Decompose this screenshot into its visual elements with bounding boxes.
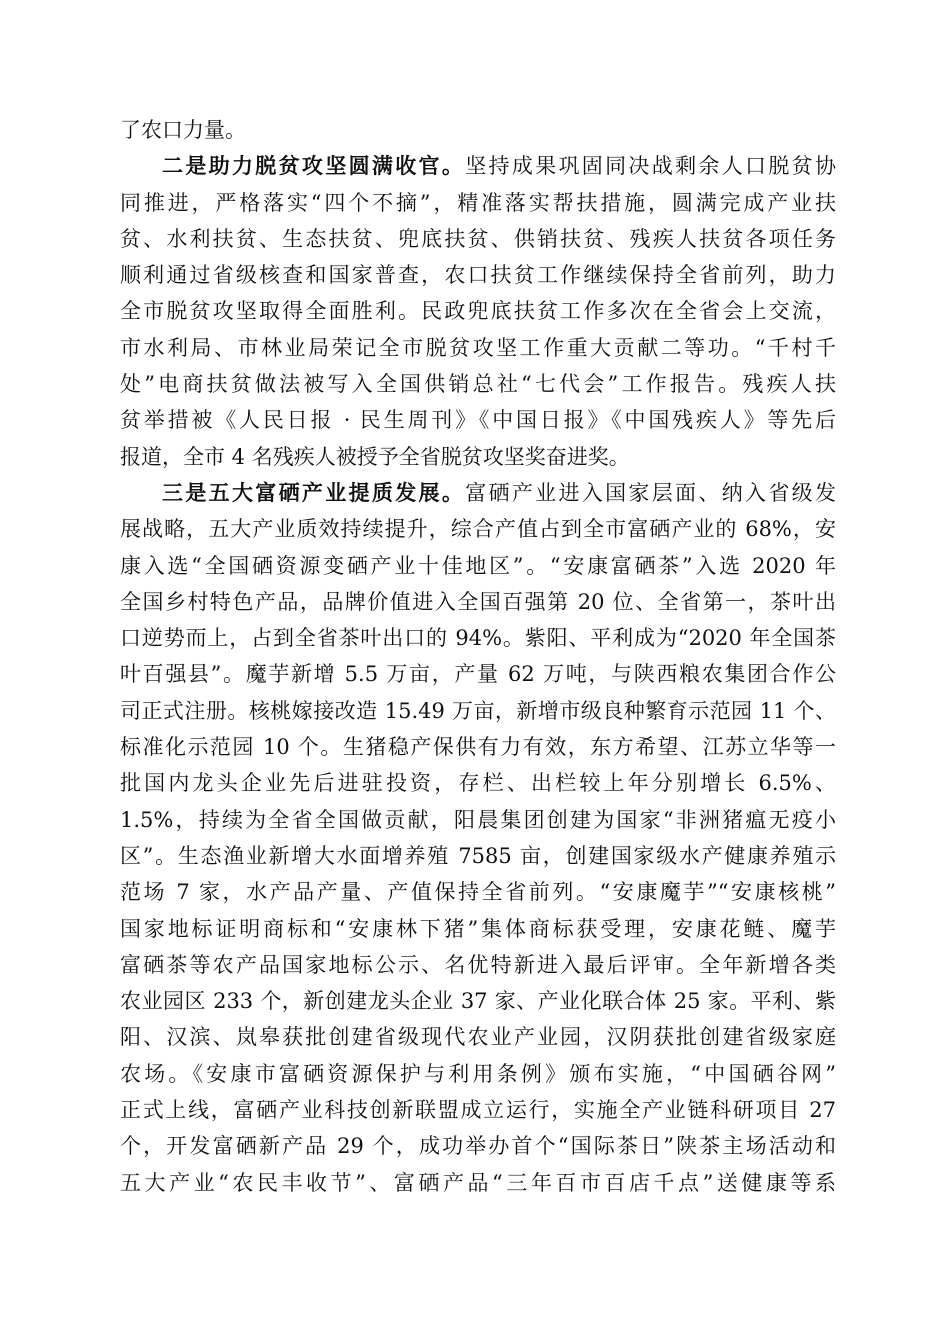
text-line: 区”。生态渔业新增大水面增养殖 7585 亩，创建国家级水产健康养殖示	[120, 843, 836, 868]
text-line: 同推进，严格落实“四个不摘”，精准落实帮扶措施，圆满完成产业扶	[120, 190, 836, 215]
text-line: 批国内龙头企业先后进驻投资，存栏、出栏较上年分别增长 6.5%、	[120, 771, 836, 796]
text-line: 1.5%，持续为全省全国做贡献，阳晨集团创建为国家“非洲猪瘟无疫小	[120, 807, 836, 832]
text-line: 口逆势而上，占到全省茶叶出口的 94%。紫阳、平利成为“2020 年全国茶	[120, 626, 836, 651]
text-line: 康入选“全国硒资源变硒产业十佳地区”。“安康富硒茶”入选 2020 年	[120, 553, 836, 578]
text-line: 全市脱贫攻坚取得全面胜利。民政兜底扶贫工作多次在全省会上交流，	[120, 299, 836, 324]
body-text	[120, 112, 836, 1201]
section-2-heading-line: 二是助力脱贫攻坚圆满收官。坚持成果巩固同决战剩余人口脱贫协	[162, 153, 837, 179]
section-2-heading: 二是助力脱贫攻坚圆满收官。	[162, 153, 466, 179]
text-line: 个，开发富硒新产品 29 个，成功举办首个“国际茶日”陕茶主场活动和	[120, 1134, 836, 1159]
text-line: 顺利通过省级核查和国家普查，农口扶贫工作继续保持全省前列，助力	[120, 263, 836, 288]
text-line: 贫举措被《人民日报 · 民生周刊》《中国日报》《中国残疾人》等先后	[120, 408, 836, 433]
text-line: 阳、汉滨、岚皋获批创建省级现代农业产业园，汉阴获批创建省级家庭	[120, 1025, 836, 1050]
text-line: 范场 7 家，水产品产量、产值保持全省前列。“安康魔芋”“安康核桃”	[120, 880, 836, 905]
text-line: 叶百强县”。魔芋新增 5.5 万亩，产量 62 万吨，与陕西粮农集团合作公	[120, 662, 836, 687]
text-line: 农业园区 233 个，新创建龙头企业 37 家、产业化联合体 25 家。平利、紫	[120, 989, 836, 1014]
section-3-heading: 三是五大富硒产业提质发展。	[162, 479, 466, 505]
text-line: 富硒茶等农产品国家地标公示、名优特新进入最后评审。全年新增各类	[120, 952, 836, 977]
text-line: 展战略，五大产业质效持续提升，综合产值占到全市富硒产业的 68%，安	[120, 517, 836, 542]
text-line: 市水利局、市林业局荣记全市脱贫攻坚工作重大贡献二等功。“千村千	[120, 335, 836, 360]
section-3-heading-line: 三是五大富硒产业提质发展。富硒产业进入国家层面、纳入省级发	[162, 479, 837, 505]
text-line: 标准化示范园 10 个。生猪稳产保供有力有效，东方希望、江苏立华等一	[120, 735, 836, 760]
text-line: 全国乡村特色产品，品牌价值进入全国百强第 20 位、全省第一，茶叶出	[120, 589, 836, 614]
text-line: 处”电商扶贫做法被写入全国供销总社“七代会”工作报告。残疾人扶	[120, 372, 836, 397]
text-line: 农场。《安康市富硒资源保护与利用条例》颁布实施，“中国硒谷网”	[120, 1061, 836, 1086]
text-line: 国家地标证明商标和“安康林下猪”集体商标获受理，安康花鲢、魔芋	[120, 916, 836, 941]
text-line: 正式上线，富硒产业科技创新联盟成立运行，实施全产业链科研项目 27	[120, 1098, 836, 1123]
text-line: 了农口力量。	[120, 118, 246, 142]
text-line: 报道，全市 4 名残疾人被授予全省脱贫攻坚奖奋进奖。	[120, 444, 630, 469]
text-line: 五大产业“农民丰收节”、富硒产品“三年百市百店千点”送健康等系	[120, 1170, 836, 1195]
text-line: 贫、水利扶贫、生态扶贫、兜底扶贫、供销扶贫、残疾人扶贫各项任务	[120, 226, 836, 251]
text-line: 司正式注册。核桃嫁接改造 15.49 万亩，新增市级良种繁育示范园 11 个、	[120, 698, 836, 723]
